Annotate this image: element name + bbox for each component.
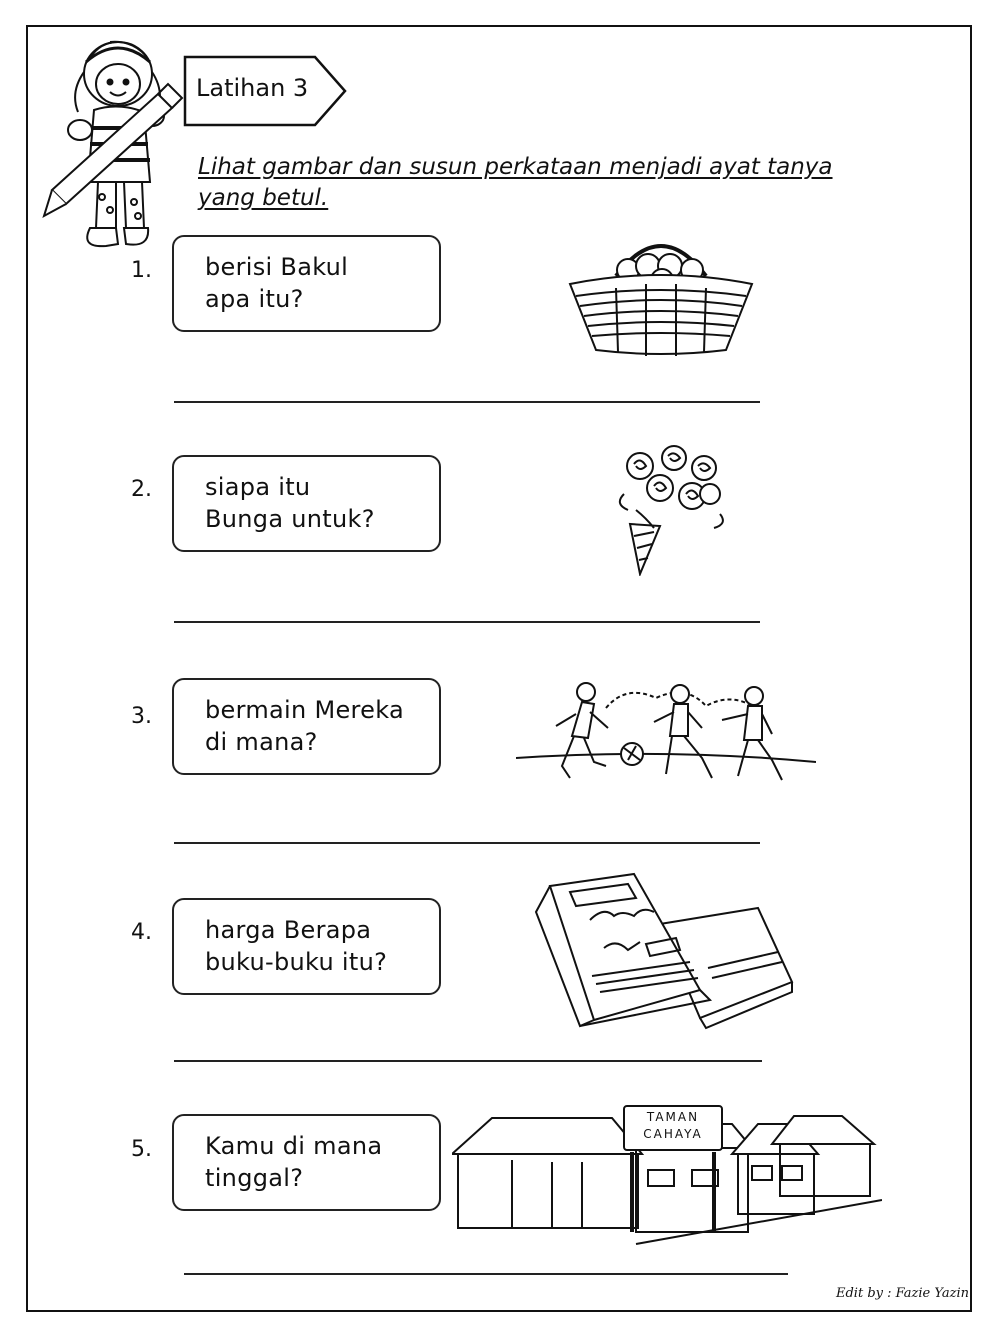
- estate-sign-line: TAMAN: [646, 1110, 700, 1124]
- answer-line[interactable]: [174, 401, 760, 403]
- word-box-line: Kamu di mana: [205, 1132, 383, 1160]
- answer-line[interactable]: [174, 621, 760, 623]
- housing-estate-icon: [452, 1104, 882, 1256]
- word-box: [172, 898, 441, 995]
- word-box-line: bermain Mereka: [205, 696, 405, 724]
- credit-signature: Edit by : Fazie Yazin: [836, 1286, 970, 1301]
- answer-line[interactable]: [174, 842, 760, 844]
- word-box-line: di mana?: [205, 728, 318, 756]
- flower-bouquet-icon: [610, 444, 730, 576]
- word-box: [172, 678, 441, 775]
- question-number: 1.: [131, 258, 152, 283]
- estate-sign-line: CAHAYA: [643, 1127, 703, 1141]
- word-box-line: harga Berapa: [205, 916, 372, 944]
- question-number: 3.: [131, 704, 152, 729]
- question-number: 2.: [131, 477, 152, 502]
- word-box: [172, 455, 441, 552]
- answer-line[interactable]: [174, 1060, 762, 1062]
- word-box: [172, 235, 441, 332]
- word-box-line: siapa itu: [205, 473, 311, 501]
- word-box-line: tinggal?: [205, 1164, 304, 1192]
- word-box-line: berisi Bakul: [205, 253, 349, 281]
- worksheet-title: Latihan 3: [196, 74, 309, 102]
- girl-with-pencil-icon: [40, 32, 190, 250]
- fruit-basket-icon: [566, 226, 756, 358]
- word-box-line: buku-buku itu?: [205, 948, 388, 976]
- estate-sign: [624, 1109, 722, 1143]
- question-number: 5.: [131, 1137, 152, 1162]
- question-number: 4.: [131, 920, 152, 945]
- books-icon: [530, 872, 798, 1032]
- word-box-line: apa itu?: [205, 285, 304, 313]
- word-box: [172, 1114, 441, 1211]
- children-playing-football-icon: [516, 678, 816, 790]
- word-box-line: Bunga untuk?: [205, 505, 375, 533]
- instruction-text: Lihat gambar dan susun perkataan menjadi ayat tanya yang betul.: [198, 154, 833, 211]
- answer-line[interactable]: [184, 1273, 788, 1275]
